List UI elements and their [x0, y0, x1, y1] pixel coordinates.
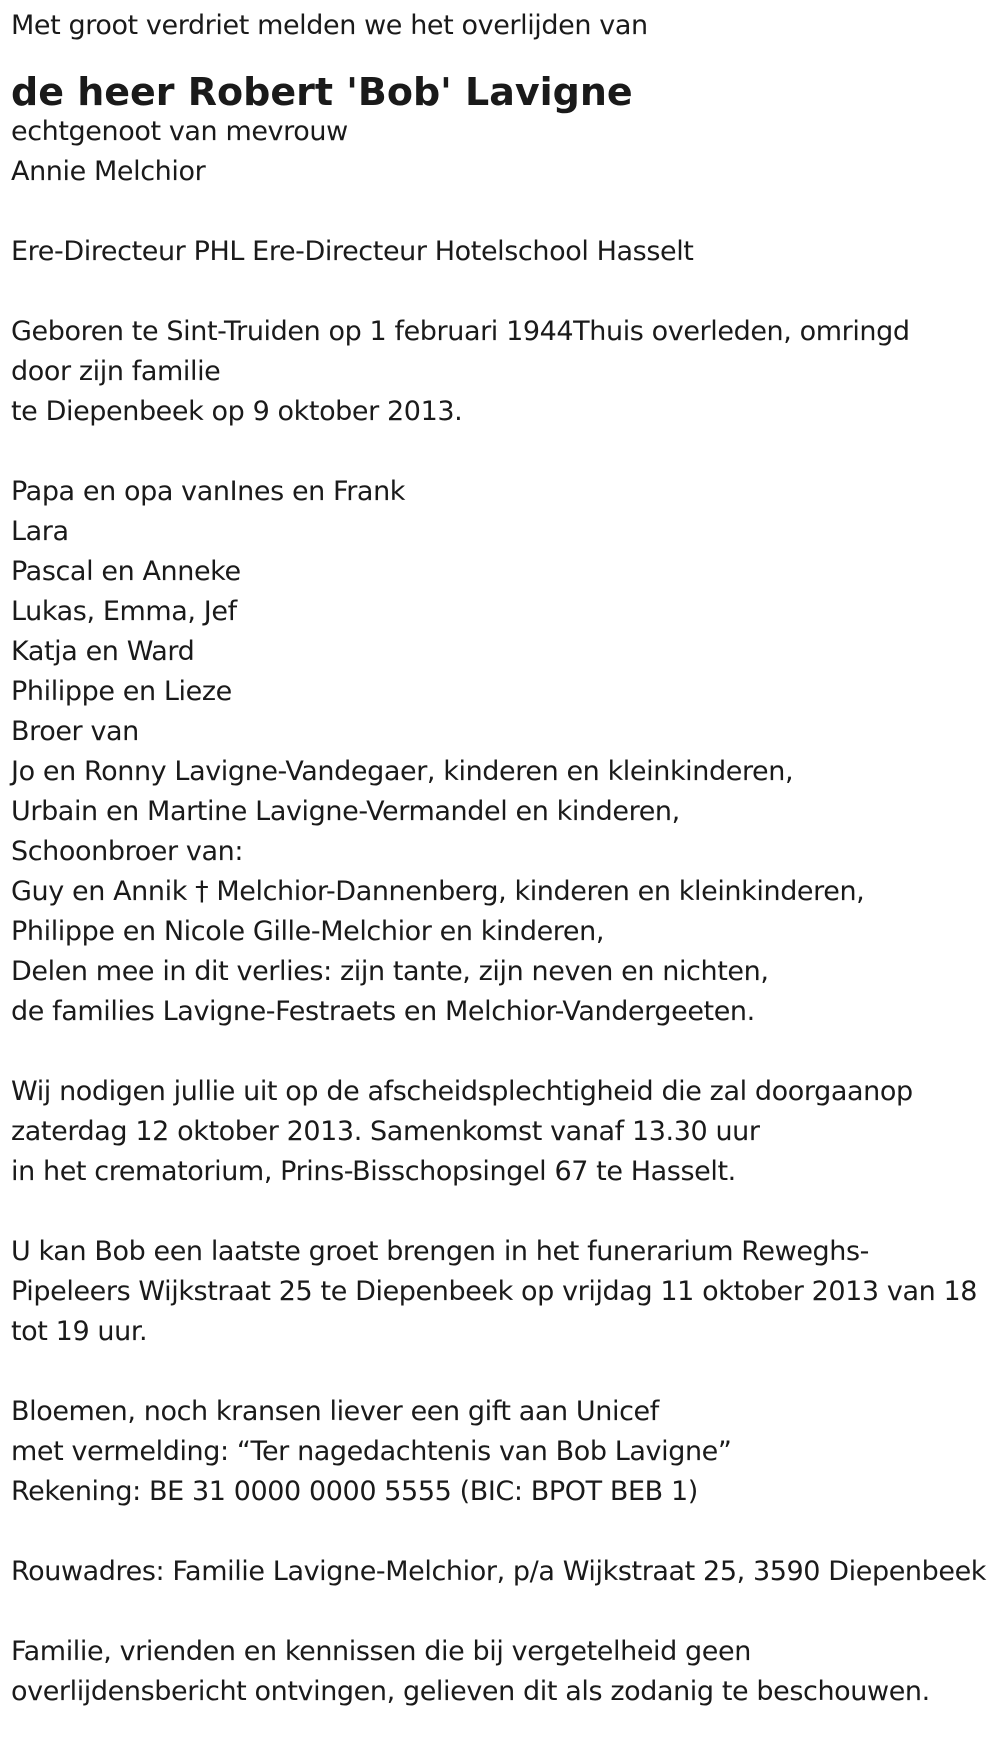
spacer — [11, 1512, 1000, 1552]
family-line: Katja en Ward — [11, 636, 195, 667]
family-line: Philippe en Lieze — [11, 676, 232, 707]
visitation-block — [11, 1232, 1000, 1352]
spacer — [11, 1352, 1000, 1392]
family-line: Lara — [11, 516, 69, 547]
birth-death-block — [11, 312, 1000, 432]
family-line: Urbain en Martine Lavigne-Vermandel en kinderen, — [11, 796, 680, 827]
titles-line: Ere-Directeur PHL Ere-Directeur Hotelschool Hasselt — [11, 236, 694, 267]
family-line: Philippe en Nicole Gille-Melchior en kinderen, — [11, 916, 605, 947]
closing-block — [11, 1632, 1000, 1712]
ceremony-block — [11, 1072, 1000, 1192]
closing-line: overlijdensbericht ontvingen, gelieven dit als zodanig te beschouwen. — [11, 1676, 930, 1707]
intro-text: Met groot verdriet melden we het overlijden van — [11, 10, 648, 41]
mourning-address: Rouwadres: Familie Lavigne-Melchior, p/a Wijkstraat 25, 3590 Diepenbeek — [11, 1556, 987, 1587]
family-line: Guy en Annik † Melchior-Dannenberg, kinderen en kleinkinderen, — [11, 876, 865, 907]
deceased-name: de heer Robert 'Bob' Lavigne — [11, 70, 633, 114]
birth-death-line: door zijn familie — [11, 356, 221, 387]
donations-line: Rekening: BE 31 0000 0000 5555 (BIC: BPOT BEB 1) — [11, 1476, 698, 1507]
visitation-line: U kan Bob een laatste groet brengen in het funerarium Reweghs- — [11, 1236, 870, 1267]
ceremony-line: in het crematorium, Prins-Bisschopsingel 67 te Hasselt. — [11, 1156, 736, 1187]
donations-line: met vermelding: “Ter nagedachtenis van Bob Lavigne” — [11, 1436, 732, 1467]
family-line: Delen mee in dit verlies: zijn tante, zijn neven en nichten, — [11, 956, 769, 987]
spouse-block — [11, 112, 1000, 192]
ceremony-line: zaterdag 12 oktober 2013. Samenkomst vanaf 13.30 uur — [11, 1116, 760, 1147]
spouse-line: echtgenoot van mevrouw — [11, 116, 348, 147]
family-block — [11, 472, 1000, 1032]
spacer — [11, 272, 1000, 312]
spacer — [11, 192, 1000, 232]
visitation-line: Pipeleers Wijkstraat 25 te Diepenbeek op vrijdag 11 oktober 2013 van 18 — [11, 1276, 978, 1307]
spacer — [11, 432, 1000, 472]
birth-death-line: Geboren te Sint-Truiden op 1 februari 1944Thuis overleden, omringd — [11, 316, 910, 347]
closing-line: Familie, vrienden en kennissen die bij vergetelheid geen — [11, 1636, 751, 1667]
ceremony-line: Wij nodigen jullie uit op de afscheidsplechtigheid die zal doorgaanop — [11, 1076, 913, 1107]
spacer — [11, 1592, 1000, 1632]
family-line: Jo en Ronny Lavigne-Vandegaer, kinderen en kleinkinderen, — [11, 756, 794, 787]
family-line: Schoonbroer van: — [11, 836, 244, 867]
donations-block — [11, 1392, 1000, 1512]
spacer — [11, 1192, 1000, 1232]
spacer — [11, 1032, 1000, 1072]
spouse-line: Annie Melchior — [11, 156, 206, 187]
family-line: de families Lavigne-Festraets en Melchior-Vandergeeten. — [11, 996, 755, 1027]
birth-death-line: te Diepenbeek op 9 oktober 2013. — [11, 396, 463, 427]
donations-line: Bloemen, noch kransen liever een gift aan Unicef — [11, 1396, 659, 1427]
family-line: Pascal en Anneke — [11, 556, 241, 587]
family-line: Broer van — [11, 716, 139, 747]
family-line: Papa en opa vanInes en Frank — [11, 476, 406, 507]
visitation-line: tot 19 uur. — [11, 1316, 148, 1347]
family-line: Lukas, Emma, Jef — [11, 596, 237, 627]
